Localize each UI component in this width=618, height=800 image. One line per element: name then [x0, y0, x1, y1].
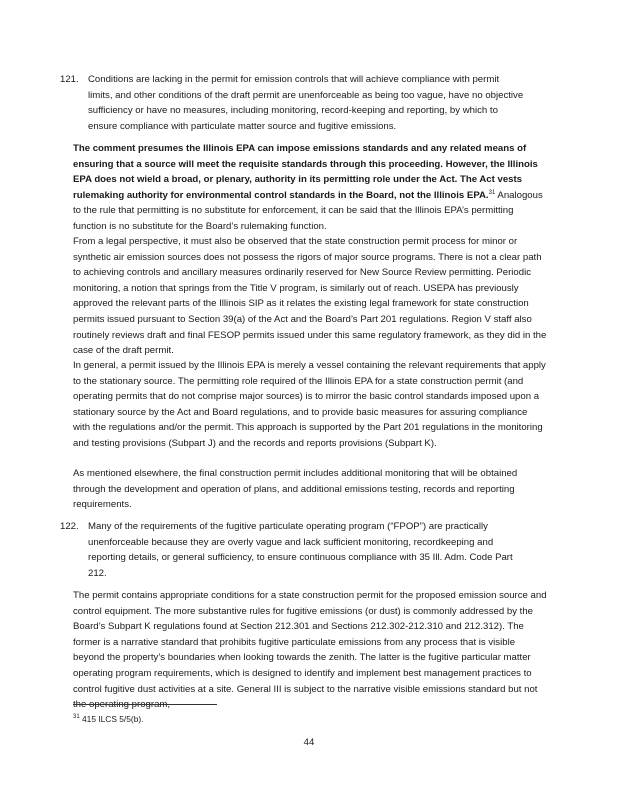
footnote-text: 415 ILCS 5/5(b).	[82, 714, 144, 724]
response-paragraph-1	[73, 141, 547, 235]
comment-number: 121.	[60, 74, 79, 85]
comment-text: Conditions are lacking in the permit for emission controls that will achieve compliance with permit limits, and other conditions of the draft permit are unenforceable as being too vague, have no objective sufficiency or have no measures, including monitoring, record-keeping and reporting, by which to ensure compliance with particulate matter source and fugitive emissions.	[88, 74, 524, 132]
footnote-divider	[73, 704, 217, 705]
comment-121	[60, 72, 546, 134]
response-paragraph-3: In general, a permit issued by the Illinois EPA is merely a vessel containing the relevant requirements that apply to the stationary source. The permitting role required of the Illinois EPA for a state construction permit (and operating permits that do not comprise major sources) is to mirror the basic control standards imposed upon a stationary source by the Act and Board regulations, and to provide basic measures for assuring compliance with the regulations and/or the permit. This approach is supported by the Part 201 regulations in the monitoring and testing provisions (Subpart J) and the records and reports provisions (Subpart K).	[73, 360, 546, 449]
response-paragraph-5: The permit contains appropriate conditions for a state construction permit for the proposed emission source and control equipment. The more substantive rules for fugitive emissions (or dust) is commonly addressed by the Board’s Subpart K regulations found at Section 212.301 and Sections 212.302-212.310 and 212.312). The former is a narrative standard that prohibits fugitive particulate emissions from any process that is visible beyond the property’s boundaries when looking towards the zenith. The latter is the fugitive particular matter operating program requirements, which is designed to identify and implement best management practices to control fugitive dust activities at a site. General III is subject to the narrative visible emissions standard but not the operating program,	[73, 590, 547, 711]
comment-number: 122.	[60, 521, 79, 532]
footnote-reference[interactable]: 31	[488, 189, 496, 196]
footnote	[73, 713, 143, 725]
page-number: 44	[303, 737, 315, 748]
response-rest: Analogous to the rule that permitting is no substitute for enforcement, it can be said that the Illinois EPA’s permitting function is no substitute for the Board’s rulemaking function.	[73, 189, 543, 232]
footnote-mark: 31	[73, 714, 80, 721]
comment-122	[60, 519, 546, 581]
response-intro: The comment presumes the Illinois EPA can impose emissions standards and any related means of ensuring that a source will meet the requisite standards through this proceeding. However, the Illinois EPA does not wield a broad, or plenary, authority in its permitting role under the Act. The Act vests rulemaking authority for environmental control standards in the Board, not the Illinois EPA.	[73, 143, 538, 201]
comment-text: Many of the requirements of the fugitive particulate operating program (“FPOP”) are practically unenforceable because they are overly vague and lack sufficient monitoring, recordkeeping and reporting details, or general sufficiency, to ensure continuous compliance with 35 Ill. Adm. Code Part 212.	[88, 521, 513, 579]
response-paragraph-4: As mentioned elsewhere, the final construction permit includes additional monitoring that will be obtained through the development and operation of plans, and additional emissions testing, records and reporting requirements.	[73, 468, 518, 511]
response-paragraph-2: From a legal perspective, it must also be observed that the state construction permit process for minor or synthetic air emission sources does not possess the rigors of major source programs. There is not a clear path to achieving controls and ancillary measures ordinarily reserved for New Source Review permitting. Periodic monitoring, a notion that springs from the Title V program, is similarly out of reach. USEPA has previously approved the relevant parts of the Illinois SIP as it relates the existing legal framework for state construction permits issued pursuant to Section 39(a) of the Act and the Board’s Part 201 regulations. Region V staff also routinely reviews draft and final FESOP permits issued under this same regulatory framework, as they did in the case of the draft permit.	[73, 236, 547, 357]
